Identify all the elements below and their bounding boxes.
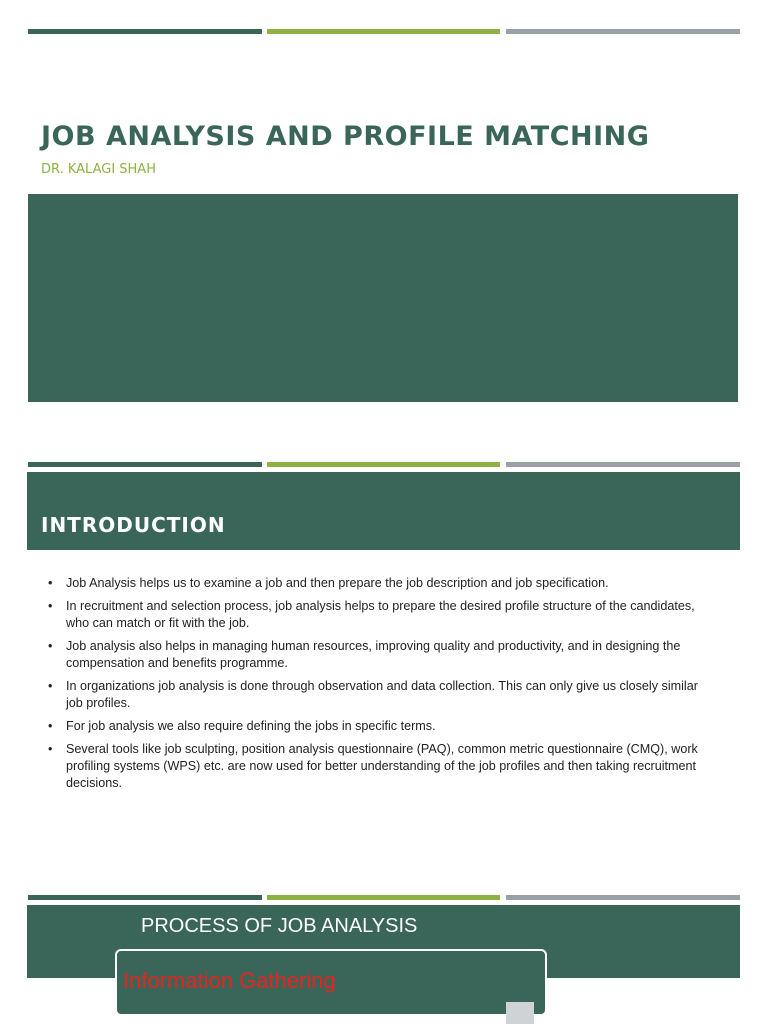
bullet-icon: • xyxy=(48,639,53,653)
intro-header-band xyxy=(27,472,740,550)
accent-stripe-green xyxy=(267,29,500,34)
connector-square xyxy=(506,1002,534,1024)
accent-stripe-dark xyxy=(28,895,262,900)
bullet-item xyxy=(46,718,716,735)
accent-stripe-dark xyxy=(28,462,262,467)
process-step-label: Information Gathering xyxy=(123,968,336,993)
accent-stripe-gray xyxy=(506,895,740,900)
bullet-item xyxy=(46,638,716,672)
bullet-icon: • xyxy=(48,719,53,733)
intro-bullet-list xyxy=(46,575,716,798)
bullet-text: In recruitment and selection process, job analysis helps to prepare the desired profile structure of the candidates, who can match or fit with the job. xyxy=(66,599,695,630)
bullet-icon: • xyxy=(48,599,53,613)
bullet-icon: • xyxy=(48,742,53,756)
accent-stripe-gray xyxy=(506,462,740,467)
title-slide-color-block xyxy=(28,194,738,402)
accent-stripe-gray xyxy=(506,29,740,34)
bullet-icon: • xyxy=(48,576,53,590)
bullet-text: Several tools like job sculpting, position analysis questionnaire (PAQ), common metric questionnaire (CMQ), work profiling systems (WPS) etc. are now used for better understanding of the job profiles and then taking recruitment decisions. xyxy=(66,742,698,790)
bullet-text: For job analysis we also require defining the jobs in specific terms. xyxy=(66,719,436,733)
accent-stripe-dark xyxy=(28,29,262,34)
bullet-item xyxy=(46,678,716,712)
process-heading: PROCESS OF JOB ANALYSIS xyxy=(141,915,418,937)
bullet-text: Job Analysis helps us to examine a job and then prepare the job description and job specification. xyxy=(66,576,609,590)
slide-title: JOB ANALYSIS AND PROFILE MATCHING xyxy=(41,121,650,152)
bullet-item xyxy=(46,575,716,592)
accent-stripe-green xyxy=(267,462,500,467)
bullet-item xyxy=(46,598,716,632)
slide-author: DR. KALAGI SHAH xyxy=(41,162,156,177)
bullet-icon: • xyxy=(48,679,53,693)
bullet-text: In organizations job analysis is done through observation and data collection. This can only give us closely similar job profiles. xyxy=(66,679,698,710)
bullet-item xyxy=(46,741,716,792)
accent-stripe-green xyxy=(267,895,500,900)
intro-heading: INTRODUCTION xyxy=(41,513,226,537)
bullet-text: Job analysis also helps in managing human resources, improving quality and productivity, and in designing the compensation and benefits programme. xyxy=(66,639,681,670)
